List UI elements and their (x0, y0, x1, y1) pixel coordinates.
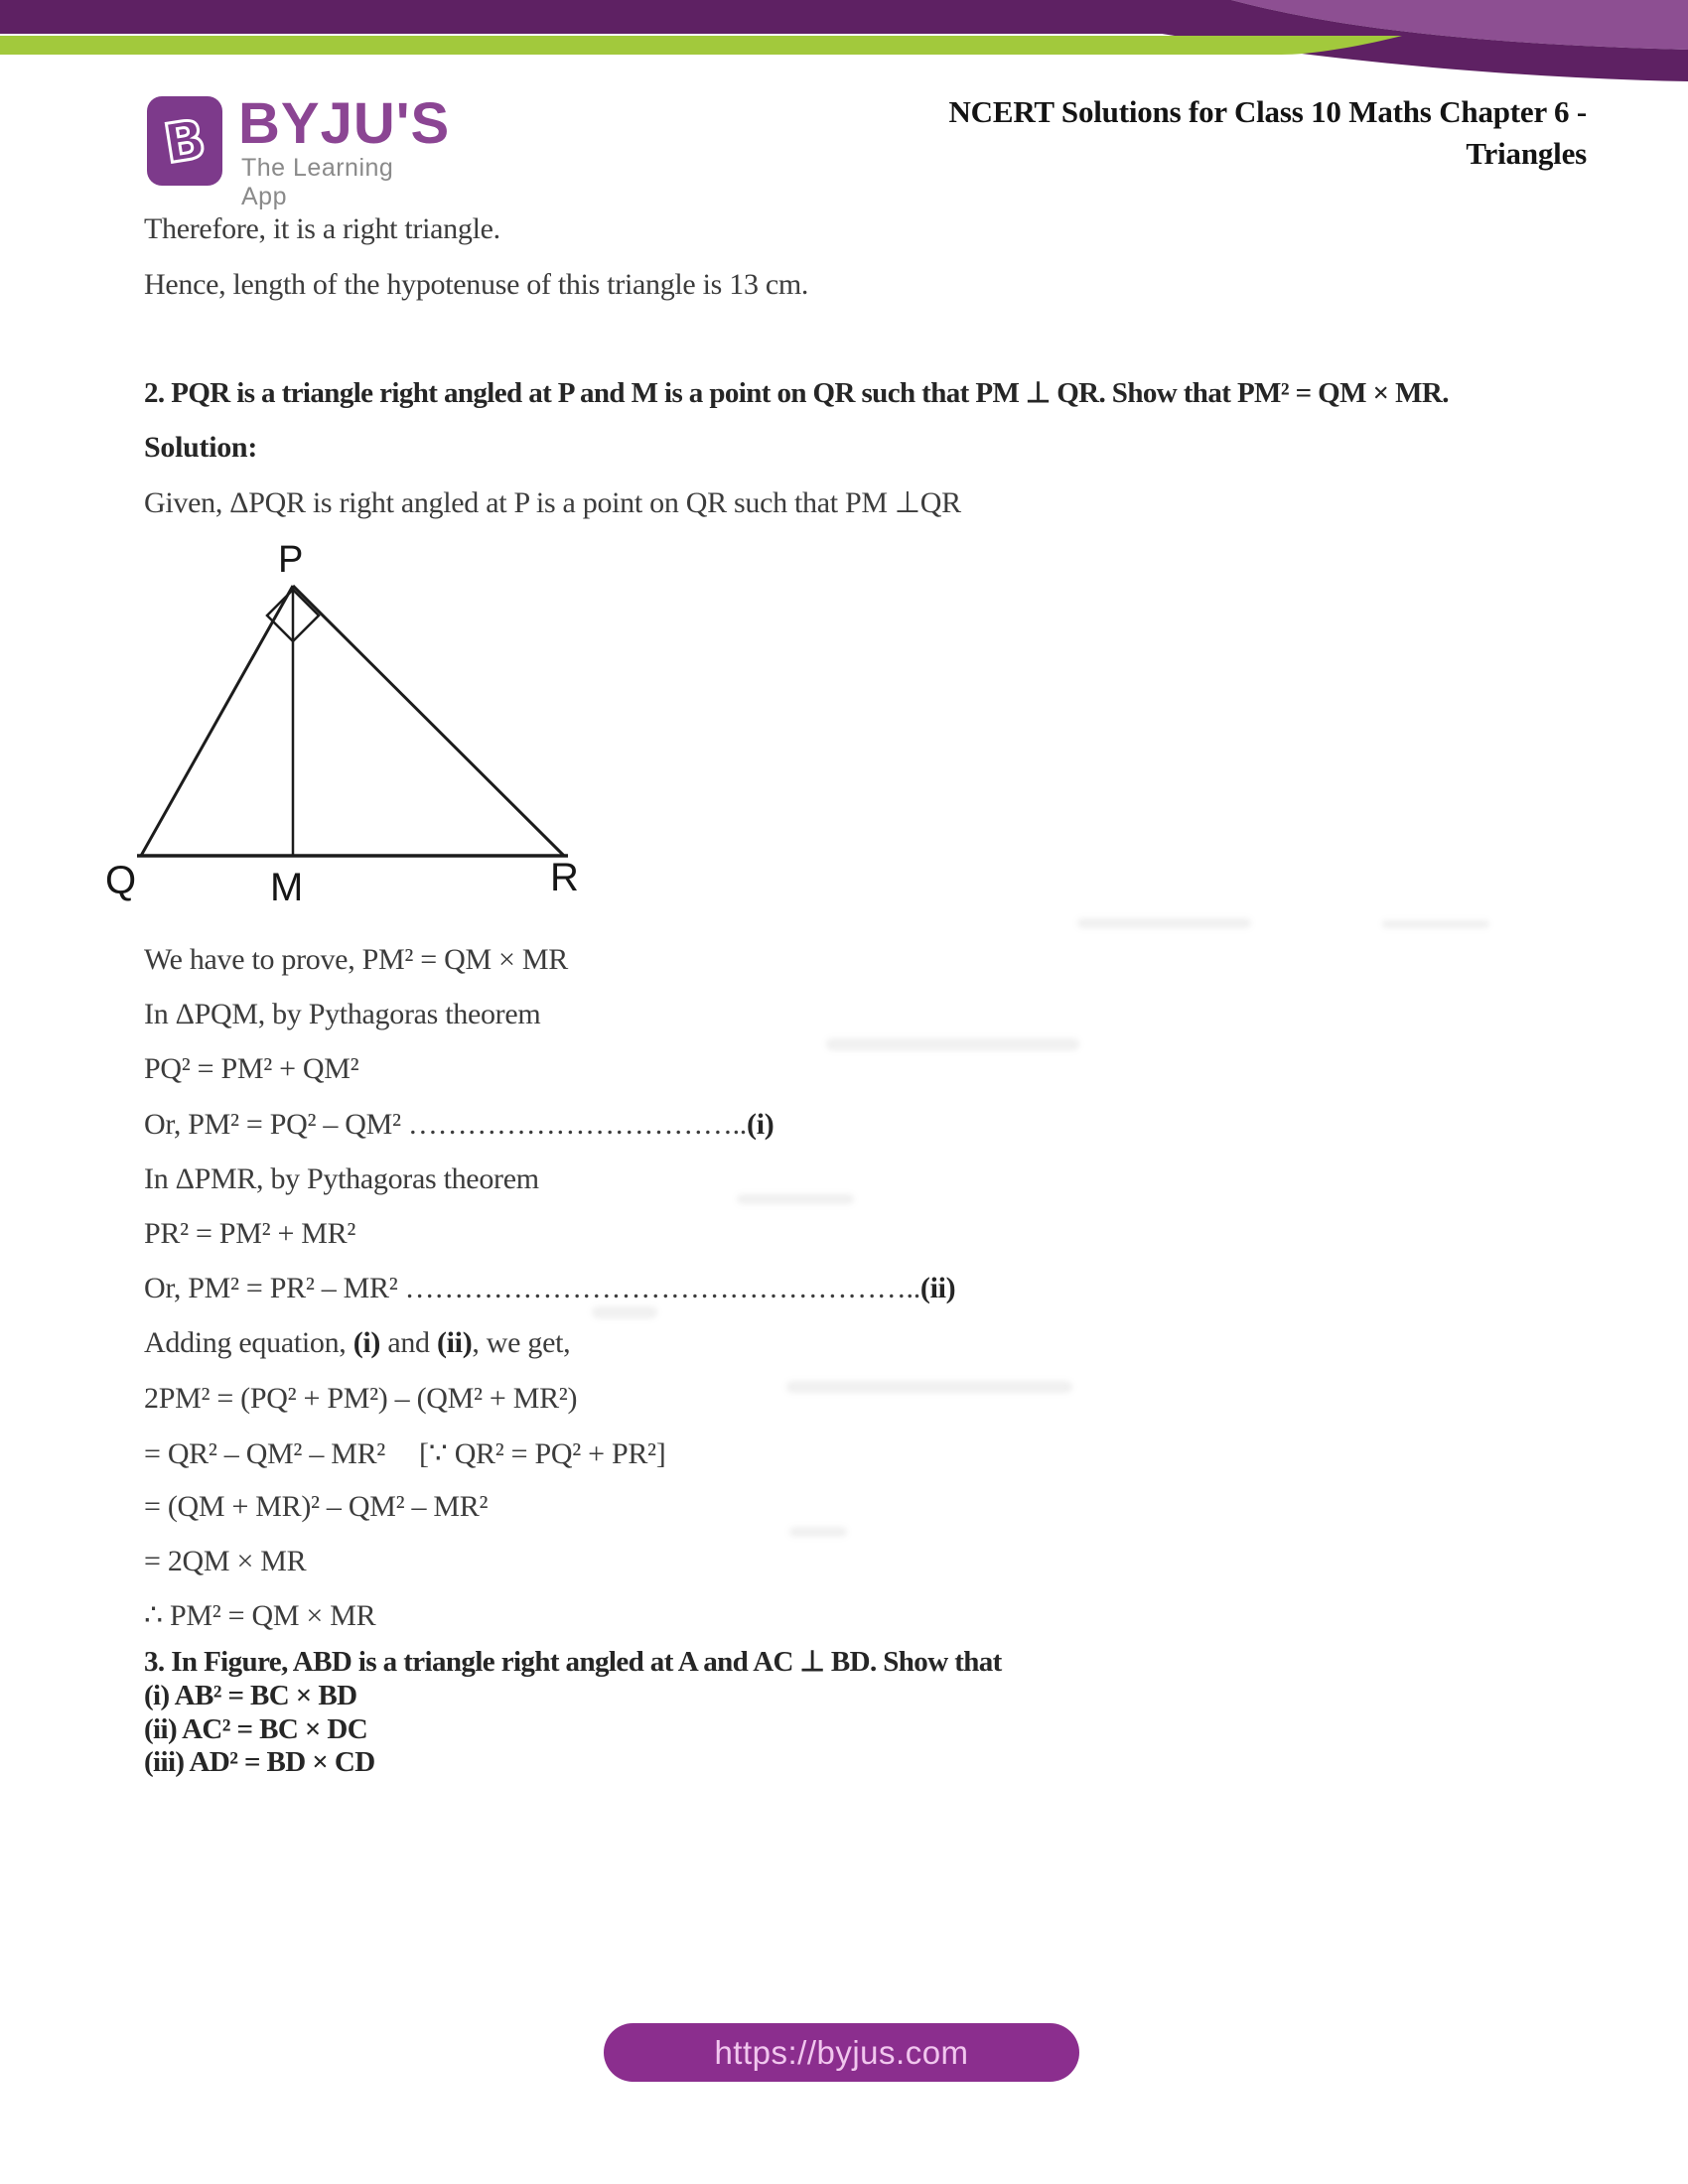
paragraph-hypotenuse: Hence, length of the hypotenuse of this triangle is 13 cm. (144, 268, 809, 301)
page-title (948, 91, 1587, 175)
page-title-line1: NCERT Solutions for Class 10 Maths Chapter 6 - (948, 94, 1587, 129)
vertex-label-Q: Q (105, 859, 137, 902)
scan-smudge (789, 1527, 847, 1537)
scan-smudge (1382, 920, 1489, 928)
scan-smudge (1077, 918, 1251, 928)
equation-2qm: = 2QM × MR (144, 1545, 307, 1577)
equation-i (144, 1108, 774, 1142)
scan-smudge (592, 1306, 657, 1318)
equation-pr: PR² = PM² + MR² (144, 1217, 356, 1250)
page-title-line2: Triangles (1466, 136, 1587, 171)
scan-smudge (786, 1381, 1072, 1393)
byjus-logo-badge-icon (147, 96, 222, 186)
side-QP (141, 586, 293, 856)
byjus-logo (147, 91, 451, 210)
prove-statement: We have to prove, PM² = QM × MR (144, 943, 568, 976)
equation-i-body: Or, PM² = PQ² – QM² …………………………….. (144, 1108, 748, 1141)
triangle-figure (99, 531, 655, 948)
vertex-label-P: P (278, 539, 304, 581)
question-3-item-ii: (ii) AC² = BC × DC (144, 1713, 368, 1745)
adding-post: , we get, (472, 1326, 571, 1359)
scan-smudge (826, 1038, 1079, 1050)
vertex-label-M: M (270, 866, 304, 909)
equation-i-tag: (i) (747, 1108, 774, 1141)
header-green-stripe (0, 36, 1402, 55)
side-PR (293, 586, 564, 856)
equation-qr-line (144, 1436, 665, 1471)
logo-b-letter: B (159, 107, 211, 176)
scan-smudge (737, 1194, 854, 1204)
paragraph-right-triangle: Therefore, it is a right triangle. (144, 212, 500, 245)
equation-ii (144, 1272, 955, 1305)
footer-url-pill[interactable] (604, 2023, 1079, 2082)
equation-qr-note: [∵ QR² = PQ² + PR²] (419, 1437, 666, 1470)
equation-sum: 2PM² = (PQ² + PM²) – (QM² + MR²) (144, 1382, 578, 1415)
vertex-label-R: R (550, 856, 579, 899)
equation-expand: = (QM + MR)² – QM² – MR² (144, 1490, 489, 1523)
equation-pq: PQ² = PM² + QM² (144, 1052, 359, 1085)
equation-ii-body: Or, PM² = PR² – MR² …………………………………………….. (144, 1272, 920, 1304)
solution-label: Solution: (144, 431, 258, 464)
given-statement: Given, ΔPQR is right angled at P is a point on QR such that PM ⊥QR (144, 486, 961, 519)
logo-wordmark: BYJU'S (238, 91, 451, 156)
pmr-theorem-line: In ΔPMR, by Pythagoras theorem (144, 1162, 539, 1195)
equation-qr: = QR² – QM² – MR² (144, 1437, 386, 1470)
question-3-heading: 3. In Figure, ABD is a triangle right angled at A and AC ⊥ BD. Show that (144, 1646, 1002, 1678)
adding-equations-line (144, 1326, 570, 1360)
question-3-item-i: (i) AB² = BC × BD (144, 1680, 357, 1711)
equation-final: ∴ PM² = QM × MR (144, 1599, 376, 1632)
pqm-theorem-line: In ΔPQM, by Pythagoras theorem (144, 998, 541, 1030)
adding-pre: Adding equation, (144, 1326, 353, 1359)
adding-i: (i) (352, 1326, 381, 1359)
logo-tagline: The Learning App (241, 154, 394, 210)
question-3-item-iii: (iii) AD² = BD × CD (144, 1746, 375, 1778)
equation-ii-tag: (ii) (919, 1272, 956, 1304)
adding-ii: (ii) (436, 1326, 473, 1359)
adding-mid: and (380, 1326, 437, 1359)
footer-url-text[interactable]: https://byjus.com (714, 2034, 969, 2071)
question-2-heading: 2. PQR is a triangle right angled at P and M is a point on QR such that PM ⊥ QR. Show that PM² = QM × MR. (144, 377, 1449, 409)
